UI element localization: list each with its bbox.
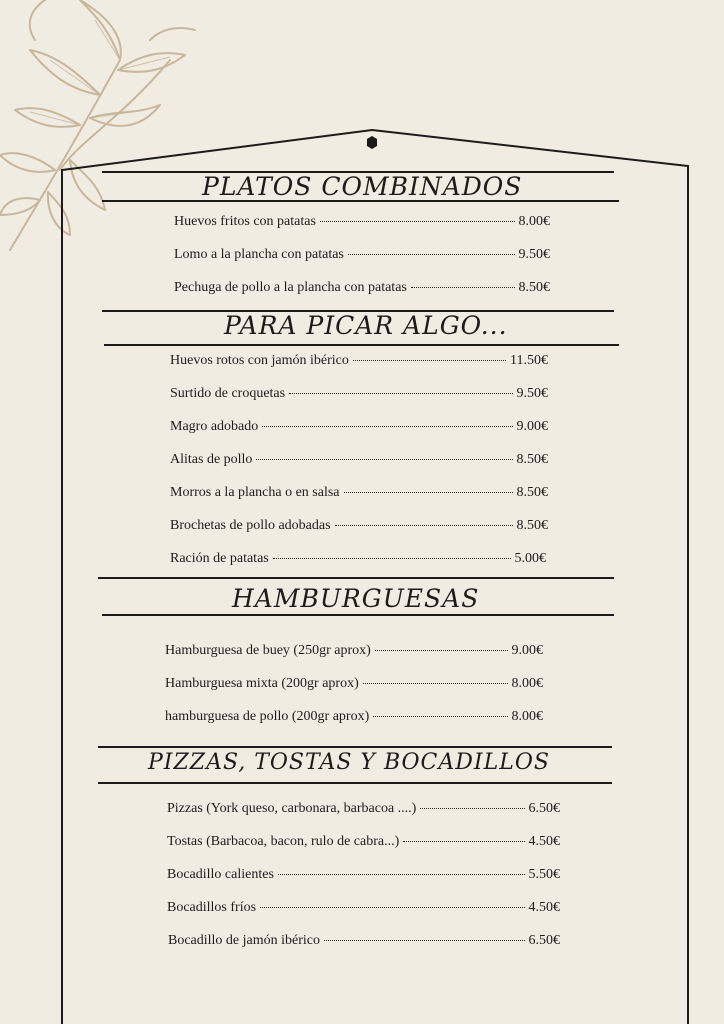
menu-item bbox=[170, 452, 548, 468]
menu-item-name: Lomo a la plancha con patatas bbox=[174, 247, 344, 262]
menu-item-name: Morros a la plancha o en salsa bbox=[170, 485, 340, 500]
menu-item-price: 8.00€ bbox=[511, 676, 543, 691]
menu-item bbox=[168, 933, 560, 949]
menu-item bbox=[165, 643, 543, 659]
menu-item-name: Brochetas de pollo adobadas bbox=[170, 518, 331, 533]
dot-leader bbox=[420, 807, 524, 809]
menu-item bbox=[167, 867, 560, 883]
section-title: PLATOS COMBINADOS bbox=[202, 172, 523, 201]
menu-item-name: Magro adobado bbox=[170, 419, 259, 434]
menu-item bbox=[167, 834, 560, 850]
section-rule-bottom bbox=[104, 344, 619, 346]
dot-leader bbox=[363, 682, 508, 684]
menu-item-price: 8.00€ bbox=[511, 709, 543, 724]
section-rule-top bbox=[98, 746, 612, 748]
menu-item-name: Huevos rotos con jamón ibérico bbox=[170, 353, 349, 368]
menu-item-name: Bocadillo calientes bbox=[167, 867, 274, 882]
section-rule-bottom bbox=[102, 200, 619, 202]
section-rule-bottom bbox=[102, 614, 614, 616]
menu-item-price: 8.50€ bbox=[518, 280, 550, 295]
menu-item-name: Pechuga de pollo a la plancha con patatas bbox=[174, 280, 407, 295]
menu-item-name: Tostas (Barbacoa, bacon, rulo de cabra...) bbox=[167, 834, 400, 849]
menu-item bbox=[165, 676, 543, 692]
dot-leader bbox=[324, 939, 524, 941]
menu-item-name: Pizzas (York queso, carbonara, barbacoa ....) bbox=[167, 801, 417, 816]
section-title: PIZZAS, TOSTAS Y BOCADILLOS bbox=[148, 750, 550, 775]
menu-item bbox=[170, 386, 548, 402]
menu-item-name: Alitas de pollo bbox=[170, 452, 253, 467]
menu-item bbox=[170, 485, 548, 501]
menu-item-name: hamburguesa de pollo (200gr aprox) bbox=[165, 709, 370, 724]
menu-item bbox=[165, 709, 543, 725]
menu-item-name: Hamburguesa mixta (200gr aprox) bbox=[165, 676, 359, 691]
section-title: PARA PICAR ALGO... bbox=[224, 311, 508, 340]
menu-item bbox=[170, 353, 548, 369]
menu-item-price: 8.50€ bbox=[516, 518, 548, 533]
dot-leader bbox=[289, 392, 512, 394]
menu-item-price: 5.00€ bbox=[514, 551, 546, 566]
menu-item-price: 9.00€ bbox=[511, 643, 543, 658]
menu-item-name: Huevos fritos con patatas bbox=[174, 214, 316, 229]
dot-leader bbox=[348, 253, 515, 255]
dot-leader bbox=[353, 359, 506, 361]
menu-item-price: 9.00€ bbox=[516, 419, 548, 434]
menu-item-price: 8.00€ bbox=[518, 214, 550, 229]
menu-item-name: Bocadillo de jamón ibérico bbox=[168, 933, 321, 948]
menu-item-price: 6.50€ bbox=[528, 801, 560, 816]
dot-leader bbox=[273, 557, 511, 559]
menu-item-price: 4.50€ bbox=[528, 900, 560, 915]
menu-item-price: 9.50€ bbox=[516, 386, 548, 401]
menu-item bbox=[174, 247, 550, 263]
menu-item-name: Hamburguesa de buey (250gr aprox) bbox=[165, 643, 371, 658]
section-rule-top bbox=[98, 577, 614, 579]
menu-item-price: 8.50€ bbox=[516, 485, 548, 500]
menu-item-name: Surtido de croquetas bbox=[170, 386, 286, 401]
dot-leader bbox=[278, 873, 525, 875]
menu-item-price: 11.50€ bbox=[510, 353, 548, 368]
menu-item-name: Ración de patatas bbox=[170, 551, 269, 566]
menu-item-price: 8.50€ bbox=[516, 452, 548, 467]
dot-leader bbox=[411, 286, 515, 288]
dot-leader bbox=[375, 649, 508, 651]
menu-item bbox=[170, 518, 548, 534]
menu-item bbox=[170, 419, 548, 435]
dot-leader bbox=[373, 715, 507, 717]
dot-leader bbox=[403, 840, 524, 842]
menu-item-price: 6.50€ bbox=[528, 933, 560, 948]
menu-item-price: 4.50€ bbox=[528, 834, 560, 849]
dot-leader bbox=[335, 524, 513, 526]
section-title: HAMBURGUESAS bbox=[232, 584, 480, 613]
dot-leader bbox=[260, 906, 524, 908]
menu-item-name: Bocadillos fríos bbox=[167, 900, 257, 915]
menu-item bbox=[174, 214, 550, 230]
menu-item bbox=[174, 280, 550, 296]
menu-item bbox=[167, 801, 560, 817]
dot-leader bbox=[320, 220, 515, 222]
menu-item bbox=[167, 900, 560, 916]
section-rule-bottom bbox=[98, 782, 612, 784]
menu-item bbox=[170, 551, 546, 567]
menu-item-price: 5.50€ bbox=[528, 867, 560, 882]
dot-leader bbox=[344, 491, 513, 493]
dot-leader bbox=[256, 458, 512, 460]
menu-item-price: 9.50€ bbox=[518, 247, 550, 262]
dot-leader bbox=[262, 425, 512, 427]
